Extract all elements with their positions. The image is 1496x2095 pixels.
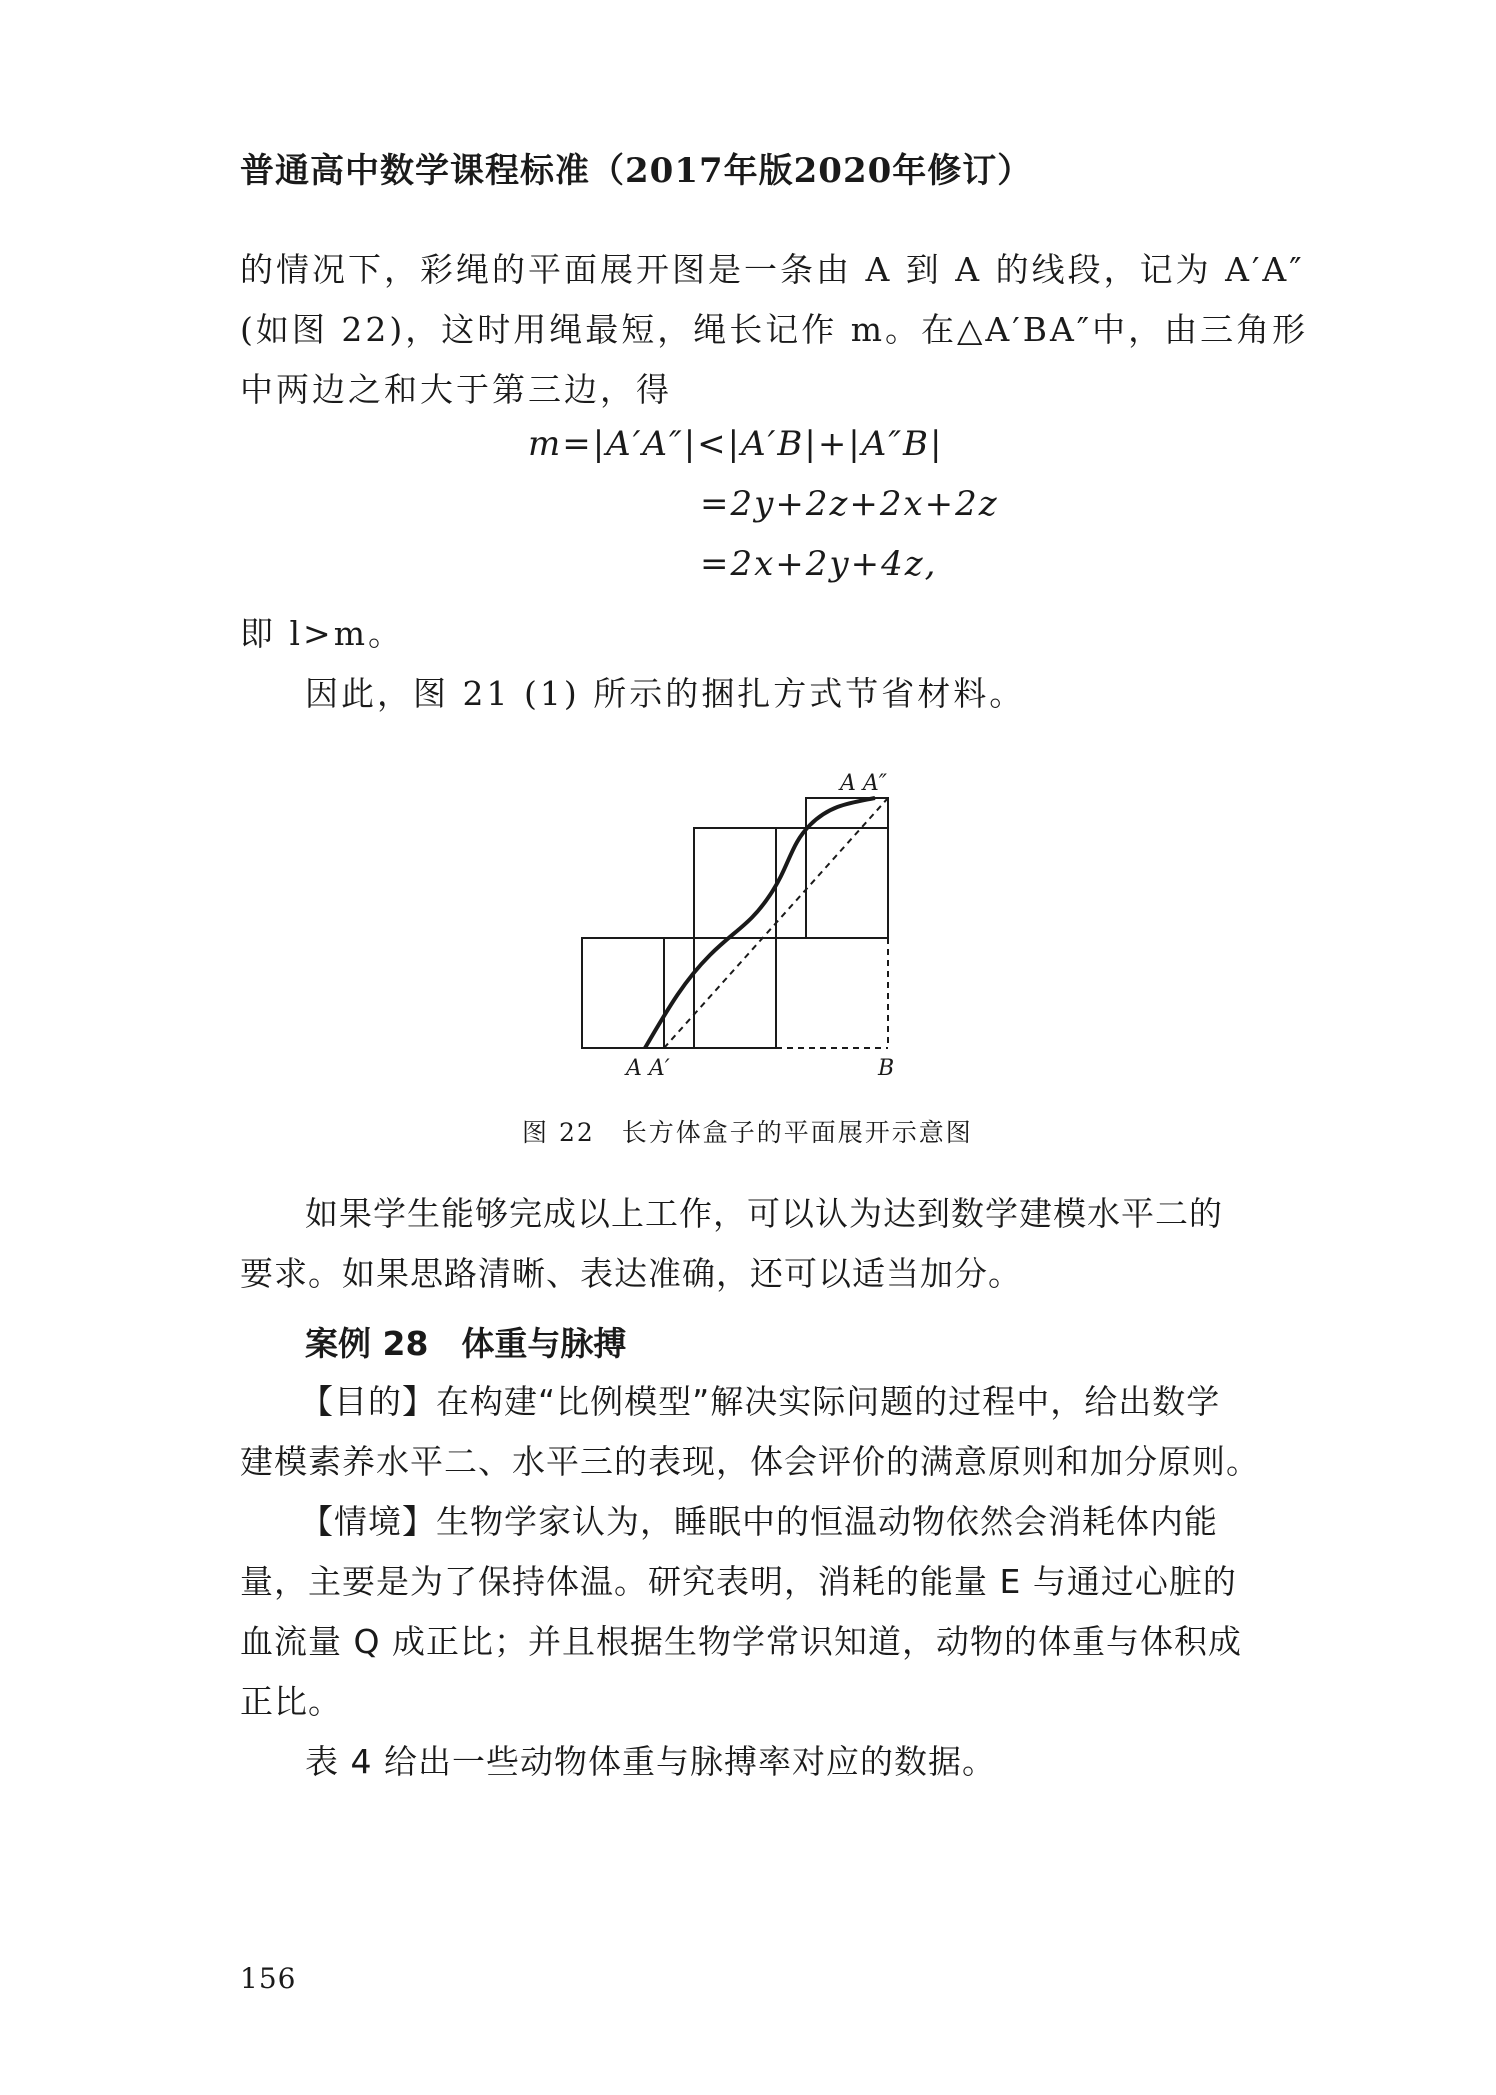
paragraph-line: 如果学生能够完成以上工作，可以认为达到数学建模水平二的 (305, 1194, 1223, 1233)
equation-line: =2y+2z+2x+2z (700, 484, 999, 524)
paragraph-line: 表 4 给出一些动物体重与脉搏率对应的数据。 (305, 1742, 996, 1781)
paragraph-line: 【目的】在构建“比例模型”解决实际问题的过程中，给出数学 (300, 1382, 1221, 1421)
net-face (582, 938, 664, 1048)
label-bottom-right: B (878, 1056, 895, 1081)
label-bottom-left: A A′ (626, 1056, 670, 1081)
paragraph-line: 因此，图 21 (1) 所示的捆扎方式节省材料。 (305, 674, 1026, 713)
paragraph-line: 【情境】生物学家认为，睡眠中的恒温动物依然会消耗体内能 (300, 1502, 1218, 1541)
page-number: 156 (240, 1962, 297, 1995)
rope-path-line (645, 798, 875, 1048)
net-face (694, 938, 776, 1048)
equation-line: =2x+2y+4z, (700, 544, 938, 584)
net-face (776, 828, 806, 938)
label-top: A A″ (840, 771, 887, 796)
paragraph-line: 量，主要是为了保持体温。研究表明，消耗的能量 E 与通过心脏的 (240, 1562, 1237, 1601)
equation-line: m=|A′A″|<|A′B|+|A″B| (528, 424, 944, 464)
paragraph-line: 正比。 (240, 1682, 342, 1721)
paragraph-line: 即 l>m。 (240, 614, 404, 653)
section-title: 案例 28 体重与脉搏 (305, 1324, 627, 1363)
paragraph-line: (如图 22)，这时用绳最短，绳长记作 m。在△A′BA″中，由三角形 (240, 310, 1309, 349)
paragraph-line: 中两边之和大于第三边，得 (240, 370, 672, 409)
net-face (694, 828, 776, 938)
figure-caption: 图 22 长方体盒子的平面展开示意图 (522, 1118, 973, 1147)
paragraph-line: 建模素养水平二、水平三的表现，体会评价的满意原则和加分原则。 (240, 1442, 1260, 1481)
net-face (806, 828, 888, 938)
net-diagram (560, 735, 920, 1085)
paragraph-line: 要求。如果思路清晰、表达准确，还可以适当加分。 (240, 1254, 1022, 1293)
paragraph-line: 的情况下，彩绳的平面展开图是一条由 A 到 A 的线段，记为 A′A″ (240, 250, 1305, 289)
paragraph-line: 血流量 Q 成正比；并且根据生物学常识知道，动物的体重与体积成 (240, 1622, 1242, 1661)
running-header: 普通高中数学课程标准（2017年版2020年修订） (240, 151, 1033, 191)
